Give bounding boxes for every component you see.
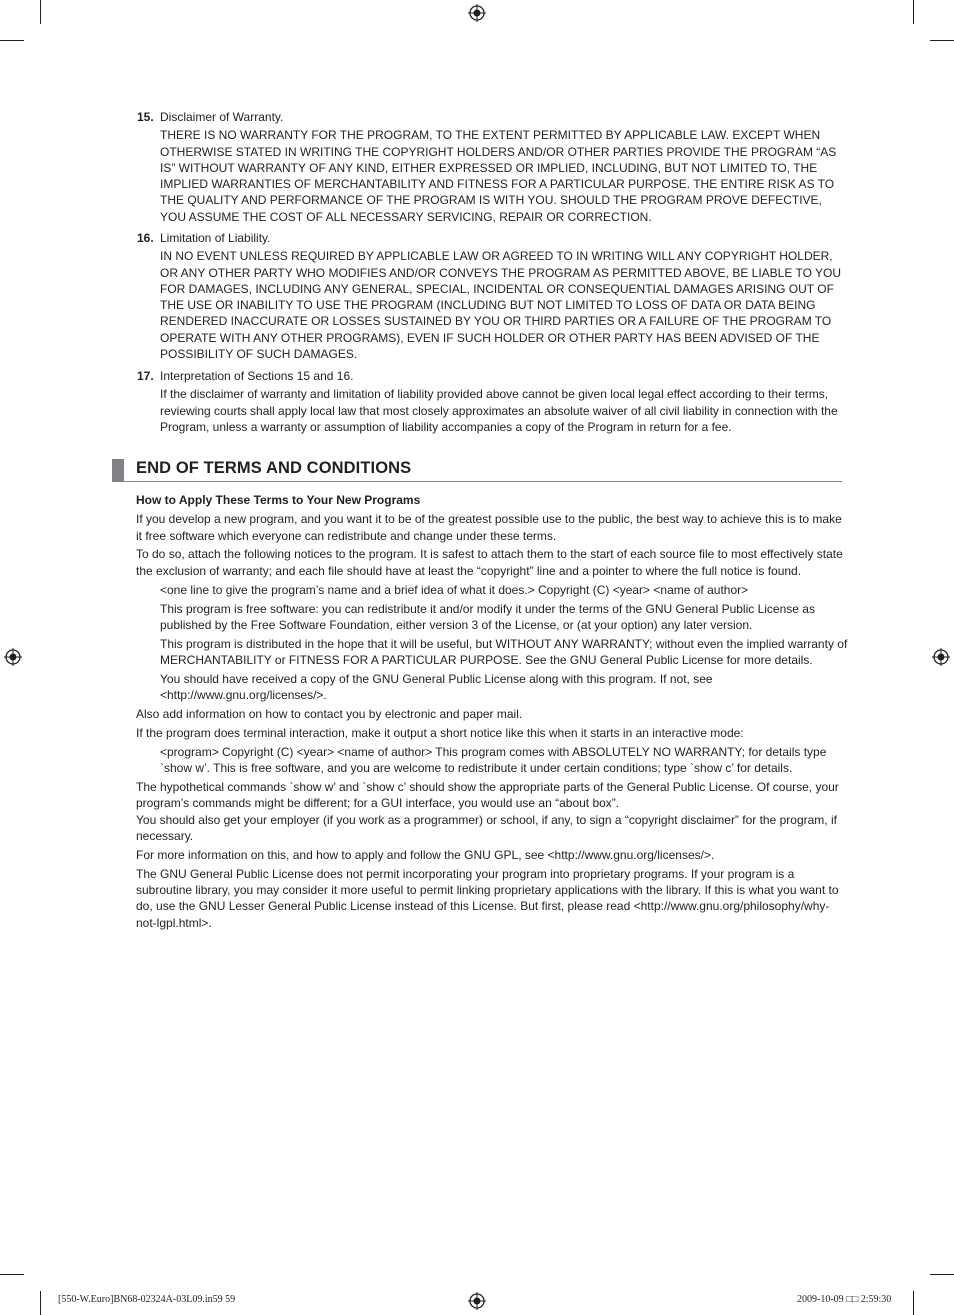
paragraph: If you develop a new program, and you want it to be of the greatest possible use to the public, the best way to achieve this is to make it free software which everyone can redistribute and change under these terms.: [136, 512, 842, 543]
section-16: [137, 230, 847, 362]
section-heading: Disclaimer of Warranty.: [160, 110, 284, 124]
footer-file-info: [550-W.Euro]BN68-02324A-03L09.in59 59: [58, 1294, 236, 1305]
paragraph: For more information on this, and how to apply and follow the GNU GPL, see <http://www.gnu.org/licenses/>.: [136, 847, 715, 862]
section-number: 17.: [137, 369, 154, 383]
notice-text: <one line to give the program’s name and a brief idea of what it does.> Copyright (C) <year> <name of author>: [160, 582, 749, 597]
crop-mark: [0, 1274, 24, 1275]
crop-mark: [930, 40, 954, 41]
paragraph: You should also get your employer (if you work as a programmer) or school, if any, to sign a “copyright disclaimer” for the program, if necessary.: [136, 812, 837, 843]
section-heading: Limitation of Liability.: [160, 231, 271, 245]
crop-mark: [40, 0, 41, 24]
how-to-apply: [136, 492, 848, 934]
crop-mark: [930, 1274, 954, 1275]
section-17: [137, 368, 847, 435]
notice-text: You should have received a copy of the GNU General Public License along with this program. If not, see <http://www.gnu.org/licenses/>.: [160, 671, 713, 703]
registration-mark-icon: [468, 1292, 486, 1310]
notice-text: This program is free software: you can redistribute it and/or modify it under the terms of the GNU General Public License as published by the Free Software Foundation, either version 3 of the License, or (at your option) any later version.: [160, 601, 815, 632]
paragraph: The GNU General Public License does not permit incorporating your program into proprietary programs. If your program is a subroutine library, you may consider it more useful to permit linking proprietary applications with the library. If this is what you want to do, use the GNU Lesser General Public License instead of this License. But first, please read <http://www.gnu.org/philosophy/why-not-lgpl.html>.: [136, 866, 839, 930]
section-body: If the disclaimer of warranty and limitation of liability provided above cannot be given local legal effect according to their terms, reviewing courts shall apply local law that most closely approximates an absolute waiver of all civil liability in connection with the Program, unless a warranty or assumption of liability accompanies a copy of the Program in return for a fee.: [160, 387, 838, 434]
paragraph: To do so, attach the following notices to the program. It is safest to attach them to the start of each source file to most effectively state the exclusion of warranty; and each file should have at least the “copyright” line and a pointer to where the full notice is found.: [136, 547, 843, 578]
section-body: THERE IS NO WARRANTY FOR THE PROGRAM, TO THE EXTENT PERMITTED BY APPLICABLE LAW. EXCEPT WHEN OTHERWISE STATED IN WRITING THE COPYRIGHT HOLDERS AND/OR OTHER PARTIES PROVIDE THE PROGRAM “AS IS” WITHOUT WARRANTY OF ANY KIND, EITHER EXPRESSED OR IMPLIED, INCLUDING, BUT NOT LIMITED TO, THE IMPLIED WARRANTIES OF MERCHANTABILITY AND FITNESS FOR A PARTICULAR PURPOSE. THE ENTIRE RISK AS TO THE QUALITY AND PERFORMANCE OF THE PROGRAM IS WITH YOU. SHOULD THE PROGRAM PROVE DEFECTIVE, YOU ASSUME THE COST OF ALL NECESSARY SERVICING, REPAIR OR CORRECTION.: [160, 128, 837, 224]
end-of-terms-title: END OF TERMS AND CONDITIONS: [136, 459, 412, 477]
paragraph: The hypothetical commands `show w’ and `show c’ should show the appropriate parts of the General Public License. Of course, your program’s commands might be different; for a GUI interface, you would use an “about box”.: [136, 780, 839, 811]
heading-rule: [112, 481, 842, 482]
crop-mark: [40, 1291, 41, 1315]
section-number: 16.: [137, 231, 154, 245]
registration-mark-icon: [932, 648, 950, 666]
crop-mark: [913, 0, 914, 24]
notice-text: This program is distributed in the hope that it will be useful, but WITHOUT ANY WARRANTY; without even the implied warranty of MERCHANTABILITY or FITNESS FOR A PARTICULAR PURPOSE. See the GNU General Public License for more details.: [160, 636, 848, 668]
section-body: IN NO EVENT UNLESS REQUIRED BY APPLICABLE LAW OR AGREED TO IN WRITING WILL ANY COPYRIGHT HOLDER, OR ANY OTHER PARTY WHO MODIFIES AND/OR CONVEYS THE PROGRAM AS PERMITTED ABOVE, BE LIABLE TO YOU FOR DAMAGES, INCLUDING ANY GENERAL, SPECIAL, INCIDENTAL OR CONSEQUENTIAL DAMAGES ARISING OUT OF THE USE OR INABILITY TO USE THE PROGRAM (INCLUDING BUT NOT LIMITED TO LOSS OF DATA OR DATA BEING RENDERED INACCURATE OR LOSSES SUSTAINED BY YOU OR THIRD PARTIES OR A FAILURE OF THE PROGRAM TO OPERATE WITH ANY OTHER PROGRAMS), EVEN IF SUCH HOLDER OR OTHER PARTY HAS BEEN ADVISED OF THE POSSIBILITY OF SUCH DAMAGES.: [160, 249, 842, 362]
how-to-apply-subtitle: How to Apply These Terms to Your New Programs: [136, 493, 421, 507]
section-15: [137, 109, 847, 225]
footer-timestamp: 2009-10-09 □□ 2:59:30: [797, 1294, 892, 1305]
paragraph: If the program does terminal interaction, make it output a short notice like this when it starts in an interactive mode:: [136, 726, 744, 741]
crop-mark: [913, 1291, 914, 1315]
notice-text: <program> Copyright (C) <year> <name of author> This program comes with ABSOLUTELY NO WARRANTY; for details type `show w’. This is free software, and you are welcome to redistribute it under certain conditions; type `show c’ for details.: [160, 744, 827, 776]
heading-bar: [112, 459, 124, 482]
registration-mark-icon: [468, 4, 486, 22]
crop-mark: [0, 40, 24, 41]
section-heading: Interpretation of Sections 15 and 16.: [160, 369, 354, 383]
section-number: 15.: [137, 110, 154, 124]
registration-mark-icon: [4, 648, 22, 666]
paragraph: Also add information on how to contact you by electronic and paper mail.: [136, 707, 523, 722]
